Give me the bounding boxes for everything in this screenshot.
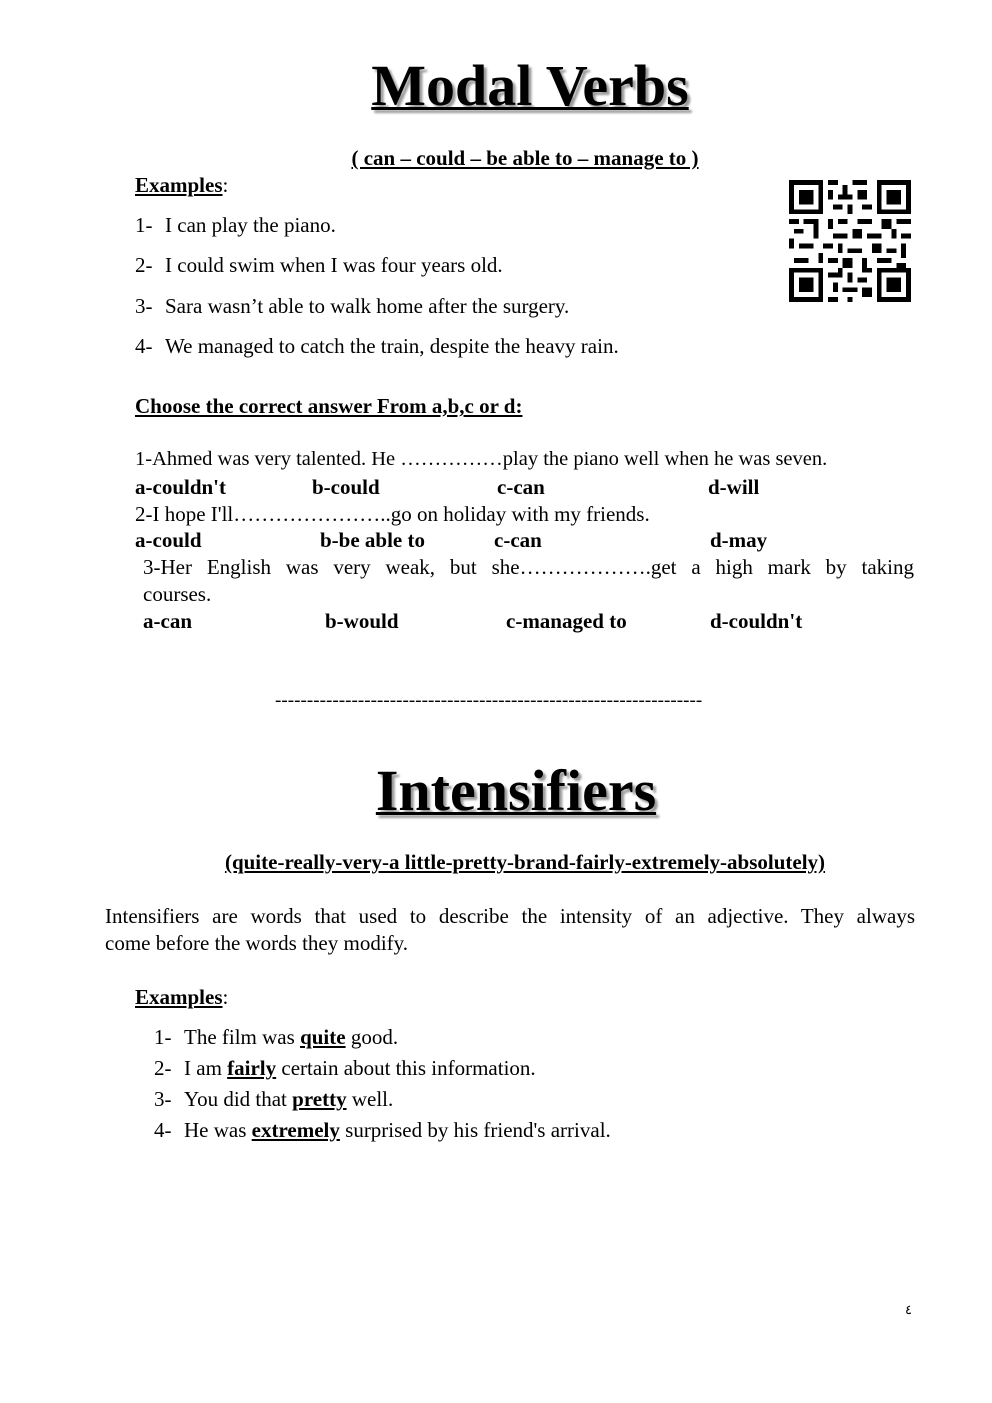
example-keyword: extremely (251, 1118, 340, 1142)
q3-option-b[interactable]: b-would (325, 609, 399, 633)
q1-option-d[interactable]: d-will (708, 475, 760, 499)
example-number: 3- (154, 1087, 172, 1111)
modal-example-1 (135, 213, 336, 238)
examples-colon: : (222, 985, 229, 1009)
question-3-line-1: 3-Her English was very weak, but she……………….get a high mark by taking (143, 555, 914, 579)
intensifier-example-3 (154, 1087, 393, 1112)
q1-option-b[interactable]: b-could (312, 475, 380, 499)
question-1: 1-Ahmed was very talented. He ……………play the piano well when he was seven. (135, 448, 828, 470)
modal-example-2 (135, 253, 503, 278)
example-keyword: pretty (292, 1087, 347, 1111)
page-number: ٤ (905, 1302, 912, 1317)
example-after: certain about this information. (276, 1056, 536, 1080)
example-after: good. (345, 1025, 399, 1049)
example-after: well. (346, 1087, 394, 1111)
question-3-line-2: courses. (143, 582, 212, 606)
example-text: I could swim when I was four years old. (165, 253, 503, 277)
examples-colon: : (222, 173, 229, 197)
intensifiers-definition-line-2: come before the words they modify. (105, 931, 409, 955)
example-after: surprised by his friend's arrival. (339, 1118, 611, 1142)
q3-option-a[interactable]: a-can (143, 609, 192, 633)
q3-option-c[interactable]: c-managed to (506, 609, 627, 633)
example-number: 4- (135, 334, 153, 358)
example-number: 1- (154, 1025, 172, 1049)
example-keyword: fairly (227, 1056, 277, 1080)
q2-option-c[interactable]: c-can (494, 528, 542, 552)
q2-option-d[interactable]: d-may (710, 528, 768, 552)
intensifier-example-1 (154, 1025, 398, 1050)
section-divider: ------------------------------------------------------------------- (275, 690, 703, 711)
example-before: You did that (184, 1087, 293, 1111)
q2-option-a[interactable]: a-could (135, 528, 202, 552)
modal-example-3 (135, 294, 569, 319)
example-text: We managed to catch the train, despite the heavy rain. (165, 334, 619, 358)
example-number: 2- (135, 253, 153, 277)
question-2: 2-I hope I'll…………………..go on holiday with my friends. (135, 502, 650, 526)
example-number: 3- (135, 294, 153, 318)
intensifiers-definition-line-1: Intensifiers are words that used to describe the intensity of an adjective. They always (105, 904, 915, 928)
page-title-intensifiers: Intensifiers (375, 758, 657, 823)
example-text: Sara wasn’t able to walk home after the surgery. (165, 294, 570, 318)
page-title-modal-verbs: Modal Verbs (371, 53, 689, 118)
example-number: 4- (154, 1118, 172, 1142)
example-number: 2- (154, 1056, 172, 1080)
intensifier-example-4 (154, 1118, 611, 1143)
q2-option-b[interactable]: b-be able to (320, 528, 425, 552)
intensifiers-subtitle: (quite-really-very-a little-pretty-brand-fairly-extremely-absolutely) (224, 850, 826, 874)
q1-option-c[interactable]: c-can (497, 475, 545, 499)
example-keyword: quite (300, 1025, 346, 1049)
example-before: I am (184, 1056, 228, 1080)
intensifier-example-2 (154, 1056, 536, 1081)
example-text: I can play the piano. (165, 213, 336, 237)
modal-subtitle: ( can – could – be able to – manage to ) (351, 146, 699, 170)
example-before: The film was (184, 1025, 301, 1049)
example-number: 1- (135, 213, 153, 237)
examples-label-text: Examples (135, 173, 223, 197)
examples-label (135, 173, 228, 198)
exercise-heading-text: Choose the correct answer From a,b,c or d: (135, 394, 523, 418)
examples-label-text: Examples (135, 985, 223, 1009)
qr-code-image (789, 180, 911, 302)
intensifiers-examples-label (135, 985, 228, 1010)
modal-example-4 (135, 334, 619, 359)
q1-option-a[interactable]: a-couldn't (135, 475, 227, 499)
q3-option-d[interactable]: d-couldn't (710, 609, 803, 633)
exercise-heading (135, 394, 522, 419)
example-before: He was (184, 1118, 252, 1142)
